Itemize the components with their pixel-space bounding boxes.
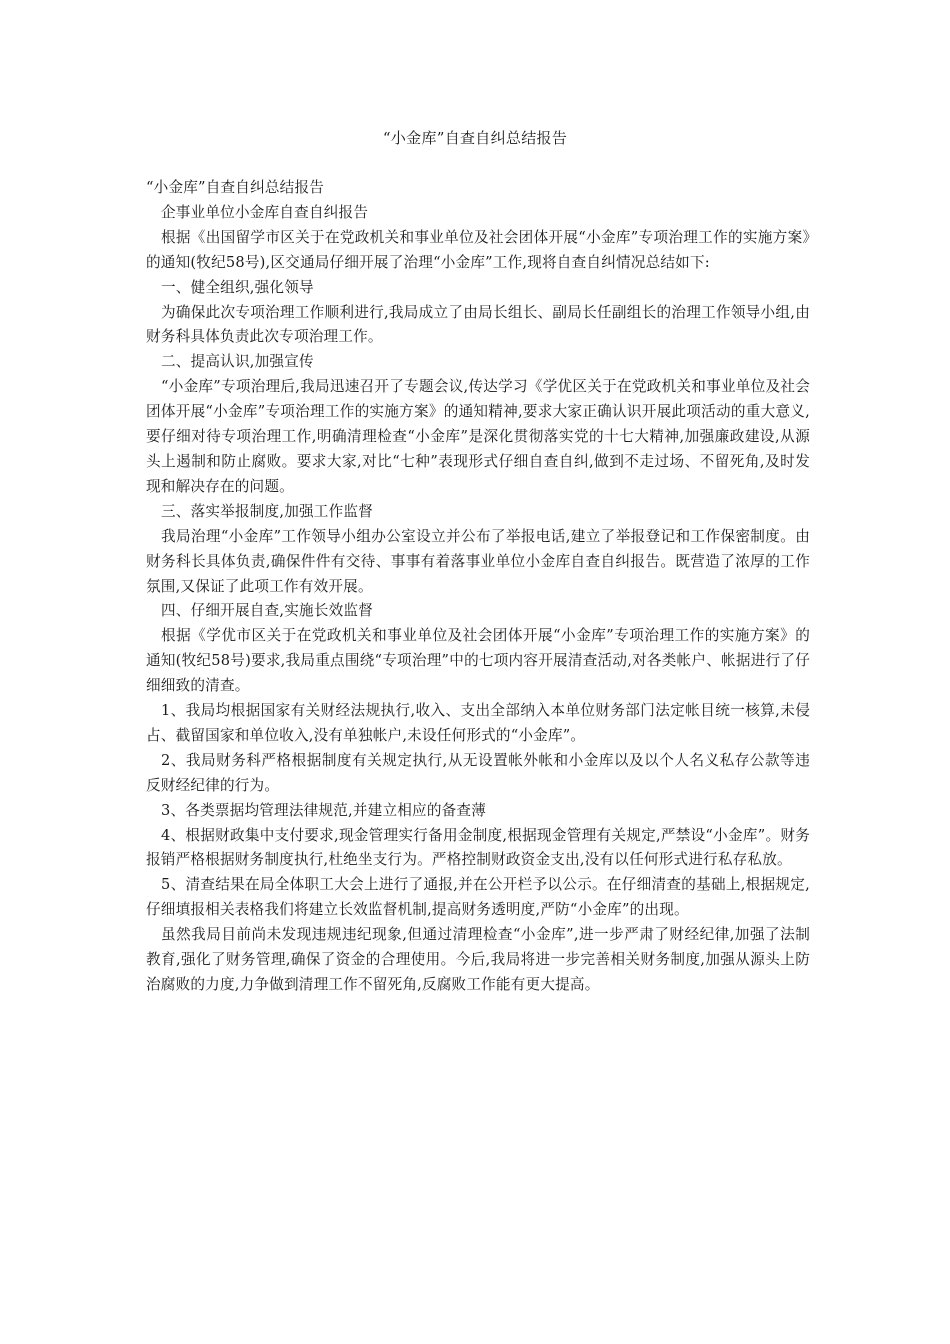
section-heading: 一、健全组织,强化领导 <box>161 278 314 296</box>
section-heading: 二、提高认识,加强宣传 <box>161 353 314 371</box>
document-body <box>146 176 810 998</box>
list-item: 4、根据财政集中支付要求,现金管理实行备用金制度,根据现金管理有关规定,严禁设“小金库”。财务报销严格根据财务制度执行,杜绝坐支行为。严格控制财政资金支出,没有以任何形式进行私存私放。 <box>146 826 810 869</box>
list-item: 5、清查结果在局全体职工大会上进行了通报,并在公开栏予以公示。在仔细清查的基础上,根据规定,仔细填报相关表格我们将建立长效监督机制,提高财务透明度,严防“小金库”的出现。 <box>146 876 810 919</box>
section-heading: 三、落实举报制度,加强工作监督 <box>161 502 373 520</box>
list-item: 2、我局财务科严格根据制度有关规定执行,从无设置帐外帐和小金库以及以个人名义私存公款等违反财经纪律的行为。 <box>146 751 810 794</box>
intro-paragraph: 根据《出国留学市区关于在党政机关和事业单位及社会团体开展“小金库”专项治理工作的实施方案》的通知(牧纪58号),区交通局仔细开展了治理“小金库”工作,现将自查自纠情况总结如下: <box>146 228 810 271</box>
conclusion-paragraph: 虽然我局目前尚未发现违规违纪现象,但通过清理检查“小金库”,进一步严肃了财经纪律,加强了法制教育,强化了财务管理,确保了资金的合理使用。今后,我局将进一步完善相关财务制度,加强从源头上防治腐败的力度,力争做到清理工作不留死角,反腐败工作能有更大提高。 <box>146 926 810 993</box>
subtitle-paragraph: “小金库”自查自纠总结报告 <box>146 179 325 196</box>
body-paragraph: 根据《学优市区关于在党政机关和事业单位及社会团体开展“小金库”专项治理工作的实施方案》的通知(牧纪58号)要求,我局重点围绕“专项治理”中的七项内容开展清查活动,对各类帐户、帐据进行了仔细细致的清查。 <box>146 627 810 695</box>
report-name-paragraph: 企事业单位小金库自查自纠报告 <box>161 203 369 221</box>
list-item: 3、各类票据均管理法律规范,并建立相应的备查薄 <box>161 801 486 819</box>
list-item: 1、我局均根据国家有关财经法规执行,收入、支出全部纳入本单位财务部门法定帐目统一核算,未侵占、截留国家和单位收入,没有单独帐户,未设任何形式的“小金库”。 <box>146 702 810 744</box>
document-title: “小金库”自查自纠总结报告 <box>382 129 568 147</box>
body-paragraph: “小金库”专项治理后,我局迅速召开了专题会议,传达学习《学优区关于在党政机关和事业单位及社会团体开展“小金库”专项治理工作的实施方案》的通知精神,要求大家正确认识开展此项活动的重大意义,要仔细对待专项治理工作,明确清理检查“小金库”是深化贯彻落实党的十七大精神,加强廉政建设,从源头上遏制和防止腐败。要求大家,对比“七种”表现形式仔细自查自纠,做到不走过场、不留死角,及时发现和解决存在的问题。 <box>146 378 810 495</box>
section-heading: 四、仔细开展自查,实施长效监督 <box>161 602 373 620</box>
body-paragraph: 我局治理“小金库”工作领导小组办公室设立并公布了举报电话,建立了举报登记和工作保密制度。由财务科长具体负责,确保件件有交待、事事有着落事业单位小金库自查自纠报告。既营造了浓厚的工作氛围,又保证了此项工作有效开展。 <box>146 527 810 595</box>
body-paragraph: 为确保此次专项治理工作顺利进行,我局成立了由局长组长、副局长任副组长的治理工作领导小组,由财务科具体负责此次专项治理工作。 <box>146 303 810 346</box>
